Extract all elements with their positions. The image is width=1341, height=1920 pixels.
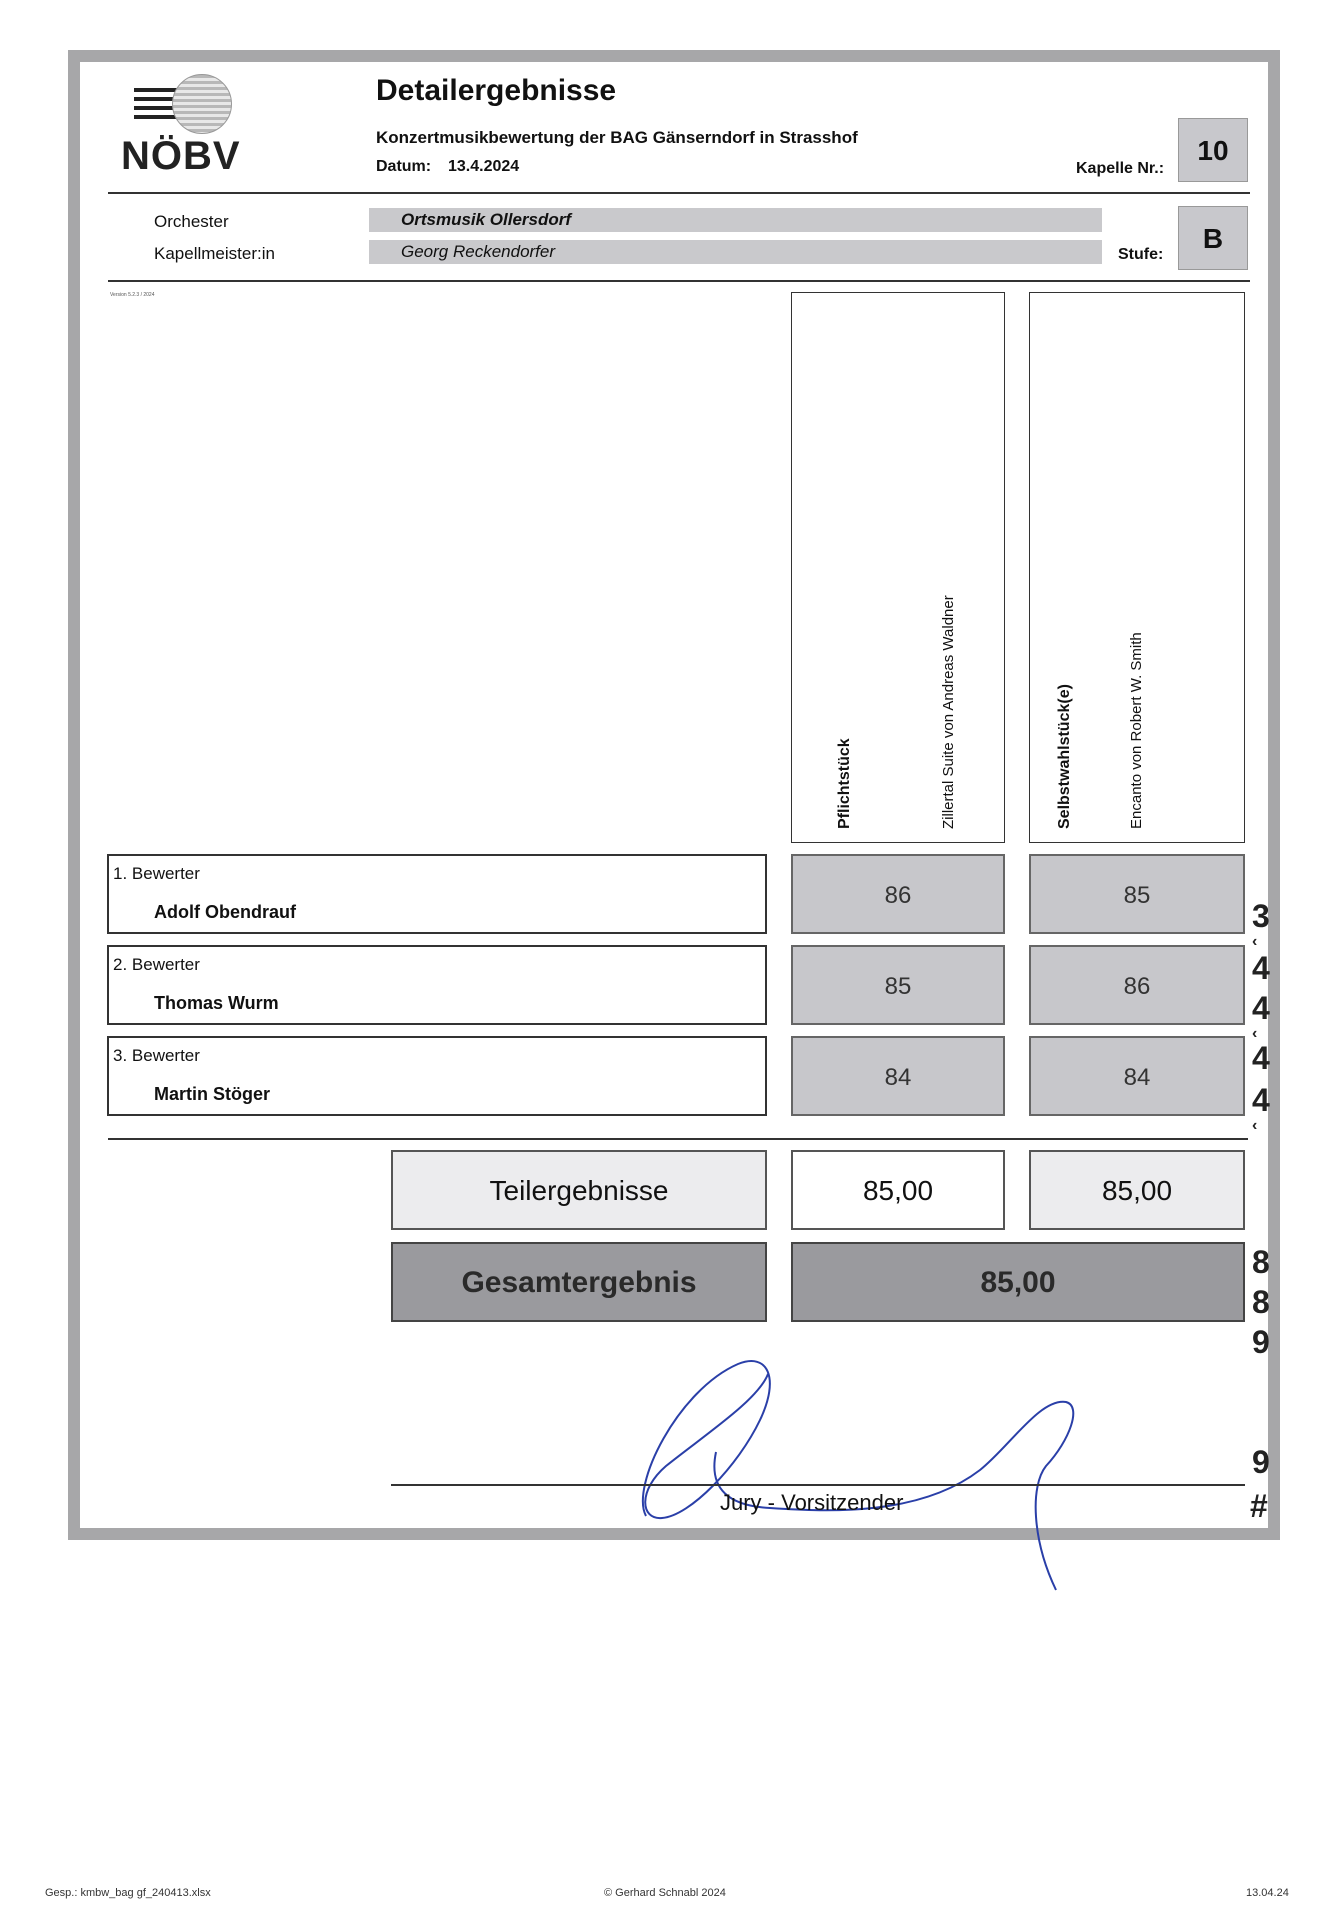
logo-text: NÖBV [121, 134, 241, 178]
edge-char: 8 [1252, 1244, 1270, 1280]
header-divider [108, 192, 1250, 194]
footer-center: © Gerhard Schnabl 2024 [604, 1887, 726, 1899]
score-3-selbstwahl: 84 [1029, 1036, 1245, 1116]
kapellmeister-label: Kapellmeister:in [154, 244, 275, 263]
score-1-pflicht: 86 [791, 854, 1005, 934]
signature-label: Jury - Vorsitzender [720, 1490, 904, 1515]
edge-char: 4 [1252, 1082, 1270, 1118]
edge-char: ‹ [1252, 1117, 1258, 1134]
edge-char: ‹ [1252, 1025, 1258, 1042]
edge-char: ‹ [1252, 933, 1258, 950]
orchester-field [369, 208, 1102, 232]
orchester-value: Ortsmusik Ollersdorf [401, 210, 572, 229]
kapellmeister-value: Georg Reckendorfer [401, 242, 556, 261]
date-label: Datum: [376, 158, 432, 175]
edge-char: 9 [1252, 1444, 1270, 1480]
juror-name: Adolf Obendrauf [154, 902, 296, 922]
logo-circle-icon [172, 74, 232, 134]
edge-char: 4 [1252, 990, 1270, 1026]
teil-label-box [391, 1150, 767, 1230]
juror-box-3 [107, 1036, 767, 1116]
score-2-pflicht: 85 [791, 945, 1005, 1025]
edge-char: 4 [1252, 950, 1270, 986]
edge-char: 8 [1252, 1284, 1270, 1320]
signature-drawing [620, 1340, 1100, 1600]
page-title: Detailergebnisse [376, 74, 617, 107]
juror-box-1 [107, 854, 767, 934]
stufe-label: Stufe: [1118, 246, 1164, 263]
teil-value-pflicht: 85,00 [791, 1150, 1005, 1230]
score-2-selbstwahl: 86 [1029, 945, 1245, 1025]
column-piece-selbstwahl: Encanto von Robert W. Smith [1128, 632, 1145, 829]
gesamt-value-box [791, 1242, 1245, 1322]
date-value: 13.4.2024 [448, 158, 520, 175]
juror-label: 3. Bewerter [113, 1046, 200, 1065]
kapellmeister-field [369, 240, 1102, 264]
teil-label: Teilergebnisse [489, 1175, 669, 1206]
edge-char: 3 [1252, 898, 1270, 934]
results-divider [108, 1138, 1248, 1140]
info-divider [108, 280, 1250, 282]
kapelle-number-box [1178, 118, 1248, 182]
edge-char: 4 [1252, 1040, 1270, 1076]
teil-value-selbstwahl: 85,00 [1029, 1150, 1245, 1230]
juror-box-2 [107, 945, 767, 1025]
juror-name: Thomas Wurm [154, 993, 279, 1013]
gesamt-label-box [391, 1242, 767, 1322]
edge-char: 9 [1252, 1324, 1270, 1360]
stufe-value: B [1202, 223, 1224, 254]
gesamt-label: Gesamtergebnis [461, 1266, 697, 1299]
page-subtitle: Konzertmusikbewertung der BAG Gänserndorf in Strasshof [376, 128, 858, 147]
column-piece-pflicht: Zillertal Suite von Andreas Waldner [940, 595, 957, 829]
score-1-selbstwahl: 85 [1029, 854, 1245, 934]
signature-line [391, 1484, 1245, 1486]
footer-right: 13.04.24 [1246, 1887, 1289, 1899]
gesamt-value: 85,00 [980, 1266, 1056, 1299]
edge-char: # [1250, 1488, 1268, 1524]
juror-label: 2. Bewerter [113, 955, 200, 974]
column-type-selbstwahl: Selbstwahlstück(e) [1056, 684, 1073, 829]
column-header-pflicht [791, 292, 1005, 843]
stufe-box [1178, 206, 1248, 270]
juror-label: 1. Bewerter [113, 864, 200, 883]
orchester-label: Orchester [154, 212, 229, 231]
score-3-pflicht: 84 [791, 1036, 1005, 1116]
column-type-pflicht: Pflichtstück [836, 738, 853, 829]
footer-left: Gesp.: kmbw_bag gf_240413.xlsx [45, 1887, 211, 1899]
juror-name: Martin Stöger [154, 1084, 271, 1104]
version-text: Version 5.2.3 / 2024 [110, 292, 155, 298]
column-header-selbstwahl [1029, 292, 1245, 843]
kapelle-label: Kapelle Nr.: [1076, 160, 1165, 177]
kapelle-number: 10 [1197, 135, 1229, 166]
